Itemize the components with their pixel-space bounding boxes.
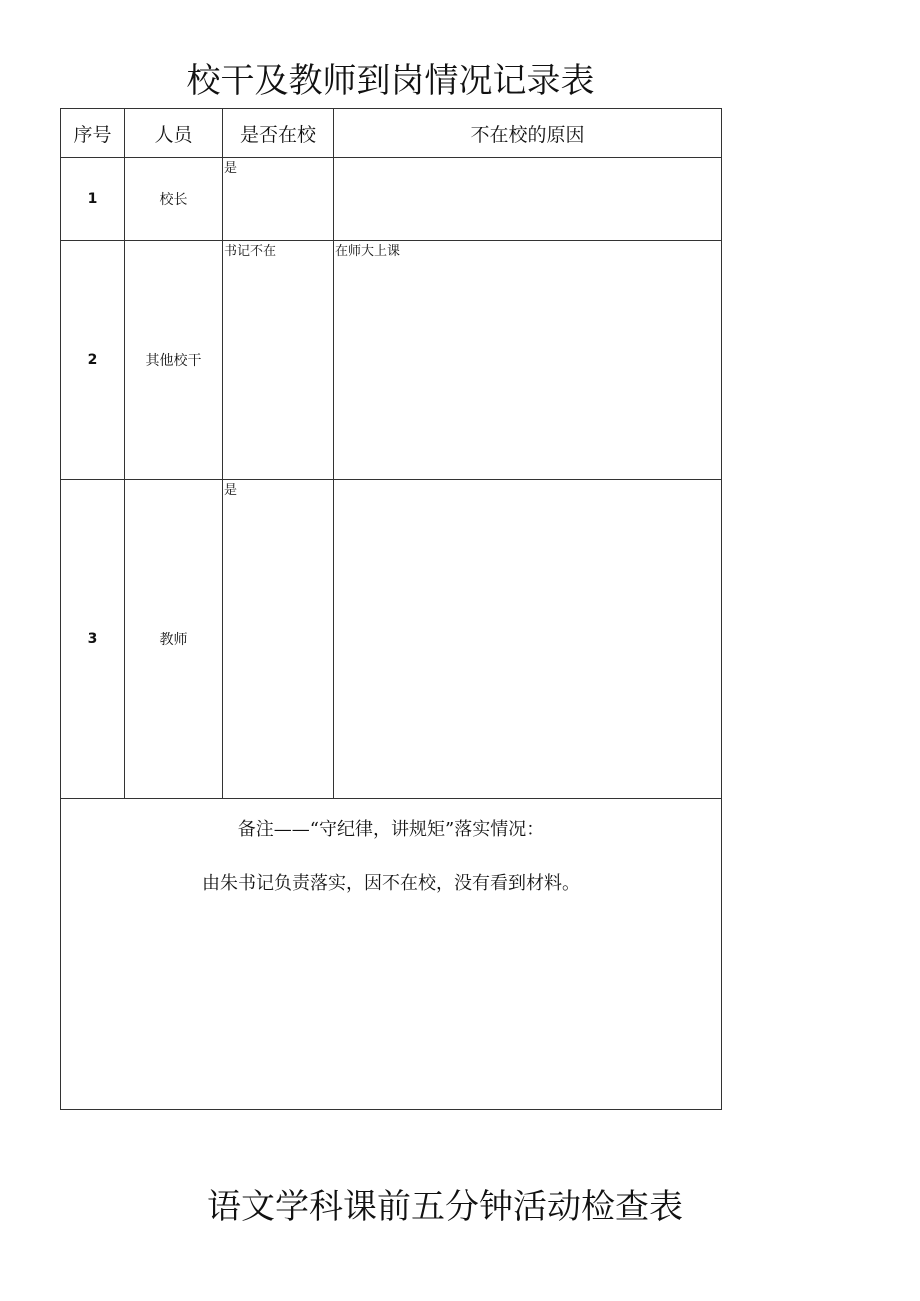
row-number: 1 <box>61 158 125 241</box>
attendance-table <box>60 108 722 1110</box>
row-person: 教师 <box>125 480 223 799</box>
row-reason <box>334 480 722 799</box>
row-in-school <box>223 480 334 799</box>
header-number: 序号 <box>61 109 125 158</box>
in-school-value: 是 <box>224 161 238 176</box>
document-title: 校干及教师到岗情况记录表 <box>186 61 595 101</box>
reason-value: 在师大上课 <box>335 244 401 259</box>
row-person: 其他校干 <box>125 241 223 480</box>
next-section-title: 语文学科课前五分钟活动检查表 <box>207 1187 683 1227</box>
table-row <box>61 241 722 480</box>
notes-cell <box>61 799 722 1110</box>
row-number: 3 <box>61 480 125 799</box>
table-row <box>61 158 722 241</box>
notes-row <box>61 799 722 1110</box>
header-reason: 不在校的原因 <box>334 109 722 158</box>
row-in-school <box>223 241 334 480</box>
in-school-value: 书记不在 <box>224 244 277 259</box>
header-in-school: 是否在校 <box>223 109 334 158</box>
row-number: 2 <box>61 241 125 480</box>
reason-value <box>334 158 721 161</box>
in-school-value: 是 <box>224 483 238 498</box>
row-in-school <box>223 158 334 241</box>
row-person: 校长 <box>125 158 223 241</box>
row-reason <box>334 241 722 480</box>
row-reason <box>334 158 722 241</box>
notes-heading: 备注——“守纪律，讲规矩”落实情况： <box>237 819 545 840</box>
table-header-row <box>61 109 722 158</box>
table-row <box>61 480 722 799</box>
notes-body: 由朱书记负责落实，因不在校，没有看到材料。 <box>202 873 580 894</box>
reason-value <box>334 480 721 483</box>
header-person: 人员 <box>125 109 223 158</box>
